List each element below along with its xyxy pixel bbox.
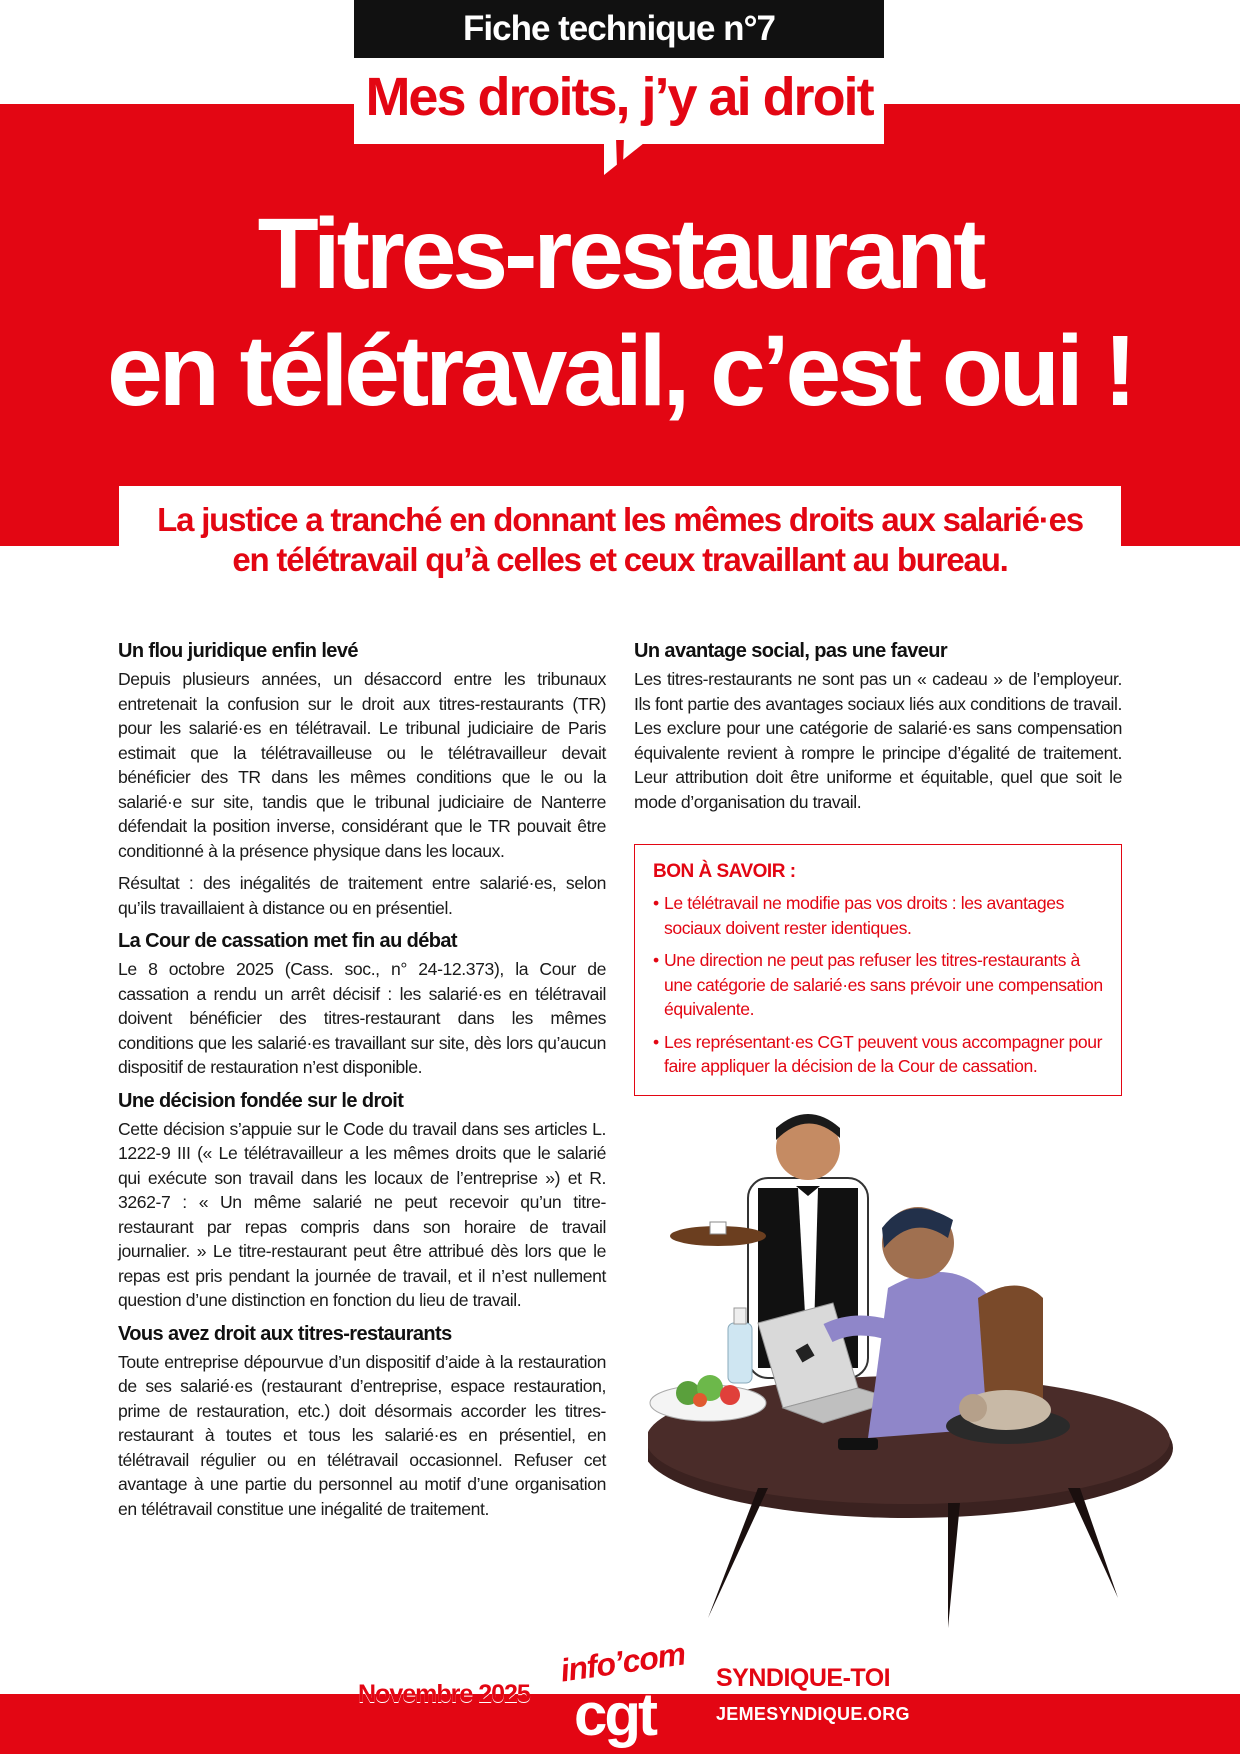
box-list [653, 891, 1103, 1079]
section-paragraph: Toute entreprise dépourvue d’un dispositif d’aide à la restauration de ses salarié·es (restaurant d’entreprise, espace restauration, prime de restauration, etc.) doit désormais accorder les titres-restaurant à toutes et tous les salarié·es en présentiel, en télétravail régulier ou en télétravail occasionnel. Refuser cet avantage à une partie du personnel au motif d’une organisation en télétravail constitue une inégalité de traitement. [118, 1351, 606, 1519]
logo-top-text: info’com [558, 1635, 688, 1689]
section-decision-droit [118, 1088, 606, 1313]
section-paragraph: Le 8 octobre 2025 (Cass. soc., n° 24-12.373), la Cour de cassation a rendu un arrêt décisif : les salarié·es en télétravail doivent bénéficier des titres-restaurant dans les mêmes conditions que les salarié·es travaillant sur site, dès lors qu’aucun dispositif de restauration n’est disponible. [118, 959, 606, 1077]
title-line-1: Titres-restaurant [257, 198, 983, 310]
subtitle [119, 500, 1121, 580]
website-link[interactable]: JEMESYNDIQUE.ORG [716, 1704, 910, 1724]
section-droit-titres [118, 1321, 606, 1522]
infocom-cgt-logo [558, 1635, 690, 1754]
right-column [634, 638, 1122, 822]
slogan: SYNDIQUE-TOI [716, 1664, 891, 1692]
section-flou-juridique [118, 638, 606, 920]
bon-a-savoir-box [634, 844, 1122, 1096]
publication-date: Novembre 2025 [358, 1680, 530, 1708]
fiche-tag: Fiche technique n°7 [354, 0, 884, 58]
subtitle-line-2: en télétravail qu’à celles et ceux travaillant au bureau. [232, 541, 1008, 578]
section-paragraph: Les titres-restaurants ne sont pas un « cadeau » de l’employeur. Ils font partie des avantages sociaux liés aux conditions de travail. Les exclure pour une catégorie de salarié·es sans compensation équivalente revient à rompre le principe d’égalité de traitement. Leur attribution doit être uniforme et équitable, quel que soit le mode d’organisation du travail. [634, 669, 1122, 812]
subtitle-line-1: La justice a tranché en donnant les mêmes droits aux salarié·es [157, 501, 1083, 538]
list-item: • Une direction ne peut pas refuser les titres-restaurants à une catégorie de salarié·es sans prévoir une compensation équivalente. [653, 948, 1103, 1022]
left-column [118, 638, 606, 1529]
page-title [40, 196, 1200, 430]
list-item: • Les représentant·es CGT peuvent vous accompagner pour faire appliquer la décision de la Cour de cassation. [653, 1030, 1103, 1079]
section-heading: La Cour de cassation met fin au débat [118, 930, 457, 952]
section-paragraph: Depuis plusieurs années, un désaccord entre les tribunaux entretenait la confusion sur le droit aux titres-restaurants (TR) pour les salarié·es en télétravail. Le tribunal judiciaire de Paris estimait que la télétravailleuse ou le télétravailleur devait bénéficier des TR dans les mêmes conditions que le ou la salarié·e sur site, tandis que le tribunal judiciaire de Nanterre défendait la position inverse, considérant que le TR pouvait être conditionné à la présence physique dans les locaux. [118, 669, 606, 861]
section-cour-cassation [118, 928, 606, 1080]
section-paragraph: Résultat : des inégalités de traitement entre salarié·es, selon qu’ils travaillaient à distance ou en présentiel. [118, 873, 606, 918]
phone-icon [838, 1438, 878, 1450]
section-heading: Une décision fondée sur le droit [118, 1089, 404, 1112]
illustration-waiter-remote-worker [648, 1108, 1188, 1628]
list-item: • Le télétravail ne modifie pas vos droits : les avantages sociaux doivent rester identiques. [653, 891, 1103, 940]
bubble-slogan: Mes droits, j’y ai droit ! [365, 67, 873, 189]
section-heading: Un flou juridique enfin levé [118, 640, 358, 662]
section-paragraph: Cette décision s’appuie sur le Code du travail dans ses articles L. 1222-9 III (« Le télétravailleur a les mêmes droits que le salarié qui exécute son travail dans les locaux de l’entreprise ») et R. 3262-7 : « Un même salarié ne peut recevoir qu’un titre-restaurant par repas compris dans son horaire de travail journalier. » Le titre-restaurant peut être attribué dès lors que le repas est pris pendant la journée de travail, et il n’est nullement question d’une distinction en fonction du lieu de travail. [118, 1118, 606, 1310]
section-heading: Vous avez droit aux titres-restaurants [118, 1322, 452, 1345]
section-heading: Un avantage social, pas une faveur [634, 640, 948, 662]
title-line-2: en télétravail, c’est oui ! [107, 315, 1133, 427]
box-title: BON À SAVOIR : [653, 861, 796, 882]
logo-bottom-text: cgt [574, 1681, 655, 1748]
